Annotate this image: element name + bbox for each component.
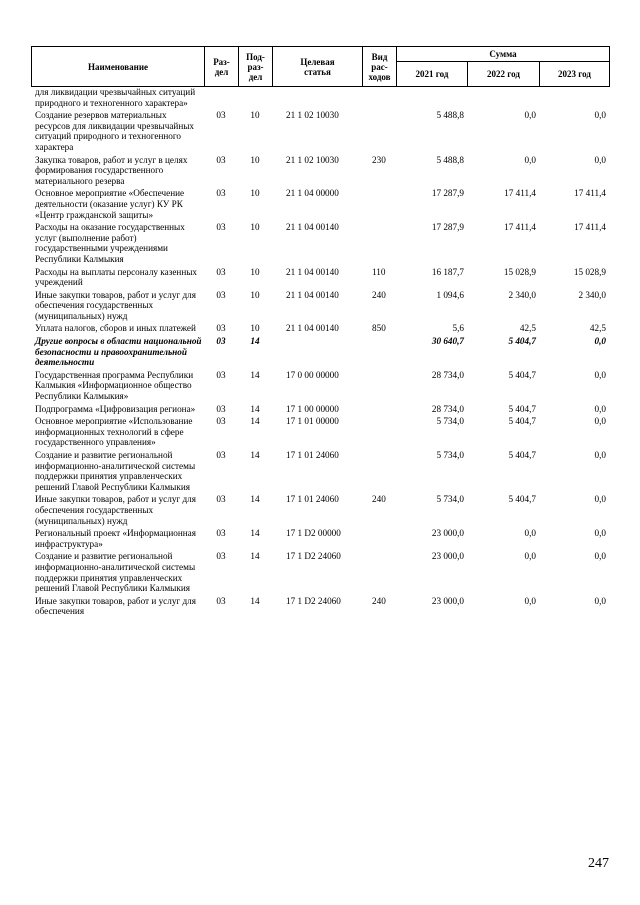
row-section: 03 (216, 266, 226, 277)
row-exptype: 850 (372, 323, 386, 334)
row-sum-2023: 0,0 (594, 551, 606, 562)
table-row (31, 450, 609, 494)
row-exptype (362, 416, 396, 450)
page-number: 247 (588, 856, 609, 871)
row-subsection: 10 (250, 188, 260, 199)
row-sum-2022: 5 404,7 (508, 403, 536, 414)
row-section (204, 87, 238, 110)
row-sum-2023: 17 411,4 (574, 188, 606, 199)
table-row (31, 528, 609, 551)
row-exptype (362, 222, 396, 266)
row-target (272, 87, 362, 110)
row-name: Основное мероприятие «Использование информационных технологий в сфере государственного управления» (35, 416, 193, 448)
header-2022: 2022 год (468, 62, 540, 87)
table-row (31, 222, 609, 266)
table-row (31, 494, 609, 528)
row-name: Основное мероприятие «Обеспечение деятельности (оказание услуг) КУ РК «Центр гражданской защиты» (35, 188, 185, 220)
row-sum-2021: 5 734,0 (436, 416, 464, 427)
row-sum-2023: 0,0 (594, 528, 606, 539)
row-name: Создание и развитие региональной информационно-аналитической системы поддержки принятия управленческих решений Главой Республики Калмыкия (35, 450, 196, 492)
table-row (31, 155, 609, 189)
row-sum-2021: 1 094,6 (436, 289, 464, 300)
row-sum-2022: 0,0 (524, 595, 536, 606)
row-sum-2023: 0,0 (594, 403, 606, 414)
row-target: 21 1 04 00140 (286, 323, 339, 334)
row-exptype (362, 551, 396, 595)
row-sum-2021: 5 488,8 (436, 110, 464, 121)
row-exptype (362, 450, 396, 494)
table-row (31, 551, 609, 595)
row-section: 03 (216, 110, 226, 121)
row-target: 21 1 04 00140 (286, 222, 339, 233)
row-sum-2021: 16 187,7 (431, 266, 464, 277)
row-sum-2023: 2 340,0 (578, 289, 606, 300)
row-subsection: 10 (250, 222, 260, 233)
row-name: Государственная программа Республики Калмыкия «Информационное общество Республики Калмыкия» (35, 369, 194, 402)
row-subsection: 10 (250, 323, 260, 334)
row-sum-2022: 5 404,7 (508, 336, 536, 347)
row-subsection: 10 (250, 110, 260, 121)
table-row (31, 596, 609, 619)
header-target: Целевая статья (273, 47, 363, 87)
row-name: Расходы на выплаты персоналу казенных учреждений (35, 266, 198, 288)
row-target: 17 1 01 24060 (286, 494, 339, 505)
row-section: 03 (216, 154, 226, 165)
table-row (31, 188, 609, 222)
row-sum-2022: 0,0 (524, 551, 536, 562)
table-row (31, 404, 609, 417)
row-target: 17 0 00 00000 (286, 369, 339, 380)
row-exptype: 240 (372, 595, 386, 606)
row-subsection: 14 (250, 450, 260, 460)
row-name: Иные закупки товаров, работ и услуг для обеспечения государственных (муниципальных) нужд (35, 494, 196, 526)
row-sum-2022 (467, 87, 539, 110)
row-sum-2022: 0,0 (524, 528, 536, 539)
row-section: 03 (216, 595, 226, 606)
header-exptype: Вид рас- ходов (363, 47, 397, 87)
row-exptype: 230 (372, 154, 386, 165)
row-section: 03 (216, 289, 226, 300)
table-row (31, 267, 609, 290)
row-target: 17 1 00 00000 (286, 403, 339, 414)
row-name: Расходы на оказание государственных услуг (выполнение работ) государственными учреждениями Республики Калмыкия (35, 222, 185, 264)
row-exptype: 240 (372, 494, 386, 505)
row-subsection: 14 (250, 369, 260, 380)
row-name: Другие вопросы в области национальной безопасности и правоохранительной деятельности (35, 336, 202, 368)
row-exptype (362, 528, 396, 551)
row-sum-2023: 0,0 (594, 494, 606, 505)
row-name: Закупка товаров, работ и услуг в целях формирования государственного материального резерва (35, 154, 188, 186)
header-2021: 2021 год (397, 62, 468, 87)
row-subsection: 14 (250, 494, 260, 505)
row-target: 17 1 D2 24060 (286, 595, 341, 606)
table-row (31, 290, 609, 324)
row-exptype: 110 (372, 266, 386, 277)
row-sum-2023: 0,0 (594, 450, 606, 460)
row-target: 17 1 01 24060 (286, 450, 339, 460)
row-subsection: 10 (250, 154, 260, 165)
row-target: 17 1 D2 24060 (286, 551, 341, 562)
row-target: 21 1 02 10030 (286, 110, 339, 121)
table-row (31, 87, 609, 110)
table-row (31, 323, 609, 336)
row-target: 21 1 02 10030 (286, 154, 339, 165)
row-sum-2021: 30 640,7 (431, 336, 464, 347)
row-name: Иные закупки товаров, работ и услуг для обеспечения (35, 595, 196, 617)
row-section: 03 (216, 450, 226, 460)
row-sum-2023: 0,0 (594, 336, 606, 347)
row-target (272, 336, 362, 370)
row-target: 21 1 04 00140 (286, 289, 339, 300)
row-sum-2022: 15 028,9 (503, 266, 536, 277)
row-section: 03 (216, 551, 226, 562)
row-sum-2022: 5 404,7 (508, 369, 536, 380)
row-name: Подпрограмма «Цифровизация региона» (35, 403, 196, 414)
row-sum-2023: 0,0 (594, 154, 606, 165)
row-name: Создание резервов материальных ресурсов для ликвидации чрезвычайных ситуаций природного и техногенного характера (35, 110, 194, 152)
header-section: Раз- дел (205, 47, 239, 87)
row-exptype (362, 370, 396, 404)
row-sum-2022: 5 404,7 (508, 416, 536, 427)
row-sum-2022: 0,0 (524, 154, 536, 165)
table-row (31, 110, 609, 154)
row-subsection: 14 (250, 403, 260, 414)
table-row (31, 370, 609, 404)
header-subsection: Под- раз- дел (239, 47, 273, 87)
row-exptype (362, 188, 396, 222)
row-sum-2021: 5 734,0 (436, 494, 464, 505)
row-subsection: 10 (250, 266, 260, 277)
row-subsection: 14 (250, 528, 260, 539)
row-target: 17 1 01 00000 (286, 416, 339, 427)
row-subsection: 14 (250, 551, 260, 562)
row-sum-2023: 42,5 (589, 323, 606, 334)
header-name: Наименование (32, 47, 205, 87)
table-body (31, 87, 609, 619)
row-sum-2022: 5 404,7 (508, 450, 536, 460)
row-section: 03 (216, 188, 226, 199)
header-2023: 2023 год (540, 62, 610, 87)
row-section: 03 (216, 336, 226, 347)
row-sum-2022: 42,5 (519, 323, 536, 334)
row-sum-2022: 5 404,7 (508, 494, 536, 505)
row-subsection (238, 87, 272, 110)
row-sum-2021: 28 734,0 (431, 369, 464, 380)
row-section: 03 (216, 222, 226, 233)
row-section: 03 (216, 323, 226, 334)
row-subsection: 14 (250, 336, 260, 347)
row-target: 21 1 04 00000 (286, 188, 339, 199)
row-subsection: 10 (250, 289, 260, 300)
row-sum-2022: 0,0 (524, 110, 536, 121)
row-sum-2021: 23 000,0 (431, 551, 464, 562)
row-sum-2021: 5 734,0 (436, 450, 464, 460)
row-sum-2021: 5 488,8 (436, 154, 464, 165)
row-exptype (362, 87, 396, 110)
row-sum-2022: 17 411,4 (504, 188, 536, 199)
row-subsection: 14 (250, 416, 260, 427)
row-sum-2021: 17 287,9 (431, 188, 464, 199)
row-section: 03 (216, 369, 226, 380)
row-sum-2023: 0,0 (594, 595, 606, 606)
row-target: 17 1 D2 00000 (286, 528, 341, 539)
row-name: Иные закупки товаров, работ и услуг для обеспечения государственных (муниципальных) нужд (35, 289, 196, 321)
row-sum-2022: 2 340,0 (508, 289, 536, 300)
row-sum-2022: 17 411,4 (504, 222, 536, 233)
row-exptype (362, 404, 396, 417)
row-sum-2023: 17 411,4 (574, 222, 606, 233)
row-sum-2021 (396, 87, 467, 110)
row-name: Создание и развитие региональной информационно-аналитической системы поддержки принятия управленческих решений Главой Республики Калмыкия (35, 551, 196, 594)
row-subsection: 14 (250, 595, 260, 606)
row-sum-2023 (539, 87, 609, 110)
row-section: 03 (216, 494, 226, 505)
row-exptype (362, 110, 396, 154)
row-sum-2023: 15 028,9 (573, 266, 606, 277)
row-name: Уплата налогов, сборов и иных платежей (35, 323, 196, 334)
row-exptype (362, 336, 396, 370)
row-exptype: 240 (372, 289, 386, 300)
row-name: Региональный проект «Информационная инфраструктура» (35, 528, 196, 549)
header-sum: Сумма (397, 47, 610, 62)
row-section: 03 (216, 403, 226, 414)
row-section: 03 (216, 416, 226, 427)
row-sum-2021: 5,6 (452, 323, 464, 334)
row-sum-2021: 17 287,9 (431, 222, 464, 233)
row-sum-2021: 23 000,0 (431, 528, 464, 539)
row-sum-2023: 0,0 (594, 369, 606, 380)
row-name: для ликвидации чрезвычайных ситуаций природного и техногенного характера» (35, 87, 196, 108)
row-target: 21 1 04 00140 (286, 266, 339, 277)
table-row (31, 416, 609, 450)
row-sum-2023: 0,0 (594, 416, 606, 427)
row-section: 03 (216, 528, 226, 539)
row-sum-2023: 0,0 (594, 110, 606, 121)
row-sum-2021: 28 734,0 (431, 403, 464, 414)
budget-table-page (31, 46, 609, 619)
row-sum-2021: 23 000,0 (431, 595, 464, 606)
table-row (31, 336, 609, 370)
table-header (31, 46, 610, 87)
